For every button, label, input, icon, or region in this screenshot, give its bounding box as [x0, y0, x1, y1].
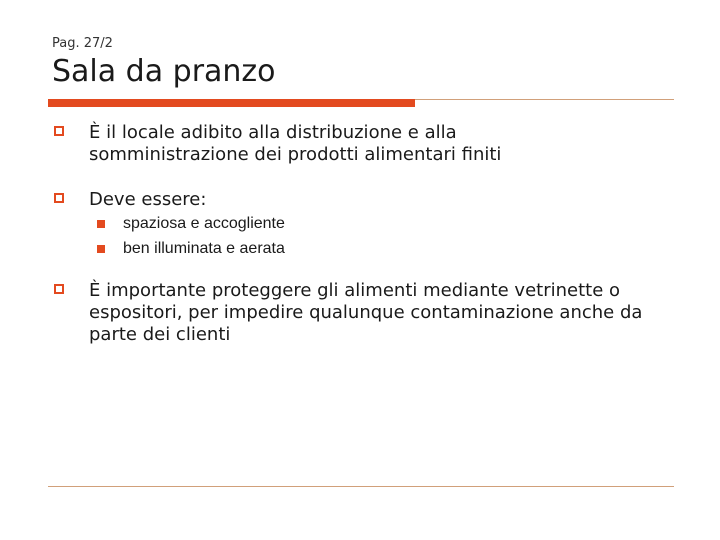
sub-bullet-marker-2 — [97, 245, 105, 253]
bullet-marker-1 — [54, 126, 64, 136]
bullet-text-3: È importante proteggere gli alimenti mediante vetrinette o espositori, per impedire qualunque contaminazione anche da parte dei clienti — [89, 280, 643, 345]
bottom-rule — [48, 486, 674, 487]
page-label: Pag. 27/2 — [52, 36, 113, 51]
bullet-marker-2 — [54, 193, 64, 203]
title-rule-accent — [48, 99, 415, 107]
sub-bullet-marker-1 — [97, 220, 105, 228]
sub-bullet-text-2: ben illuminata e aerata — [123, 240, 285, 257]
slide-title: Sala da pranzo — [52, 54, 276, 89]
bullet-text-1: È il locale adibito alla distribuzione e alla somministrazione dei prodotti alimentari finiti — [89, 122, 502, 165]
sub-bullet-text-1: spaziosa e accogliente — [123, 215, 285, 232]
bullet-text-2: Deve essere: — [89, 189, 207, 210]
bullet-marker-3 — [54, 284, 64, 294]
